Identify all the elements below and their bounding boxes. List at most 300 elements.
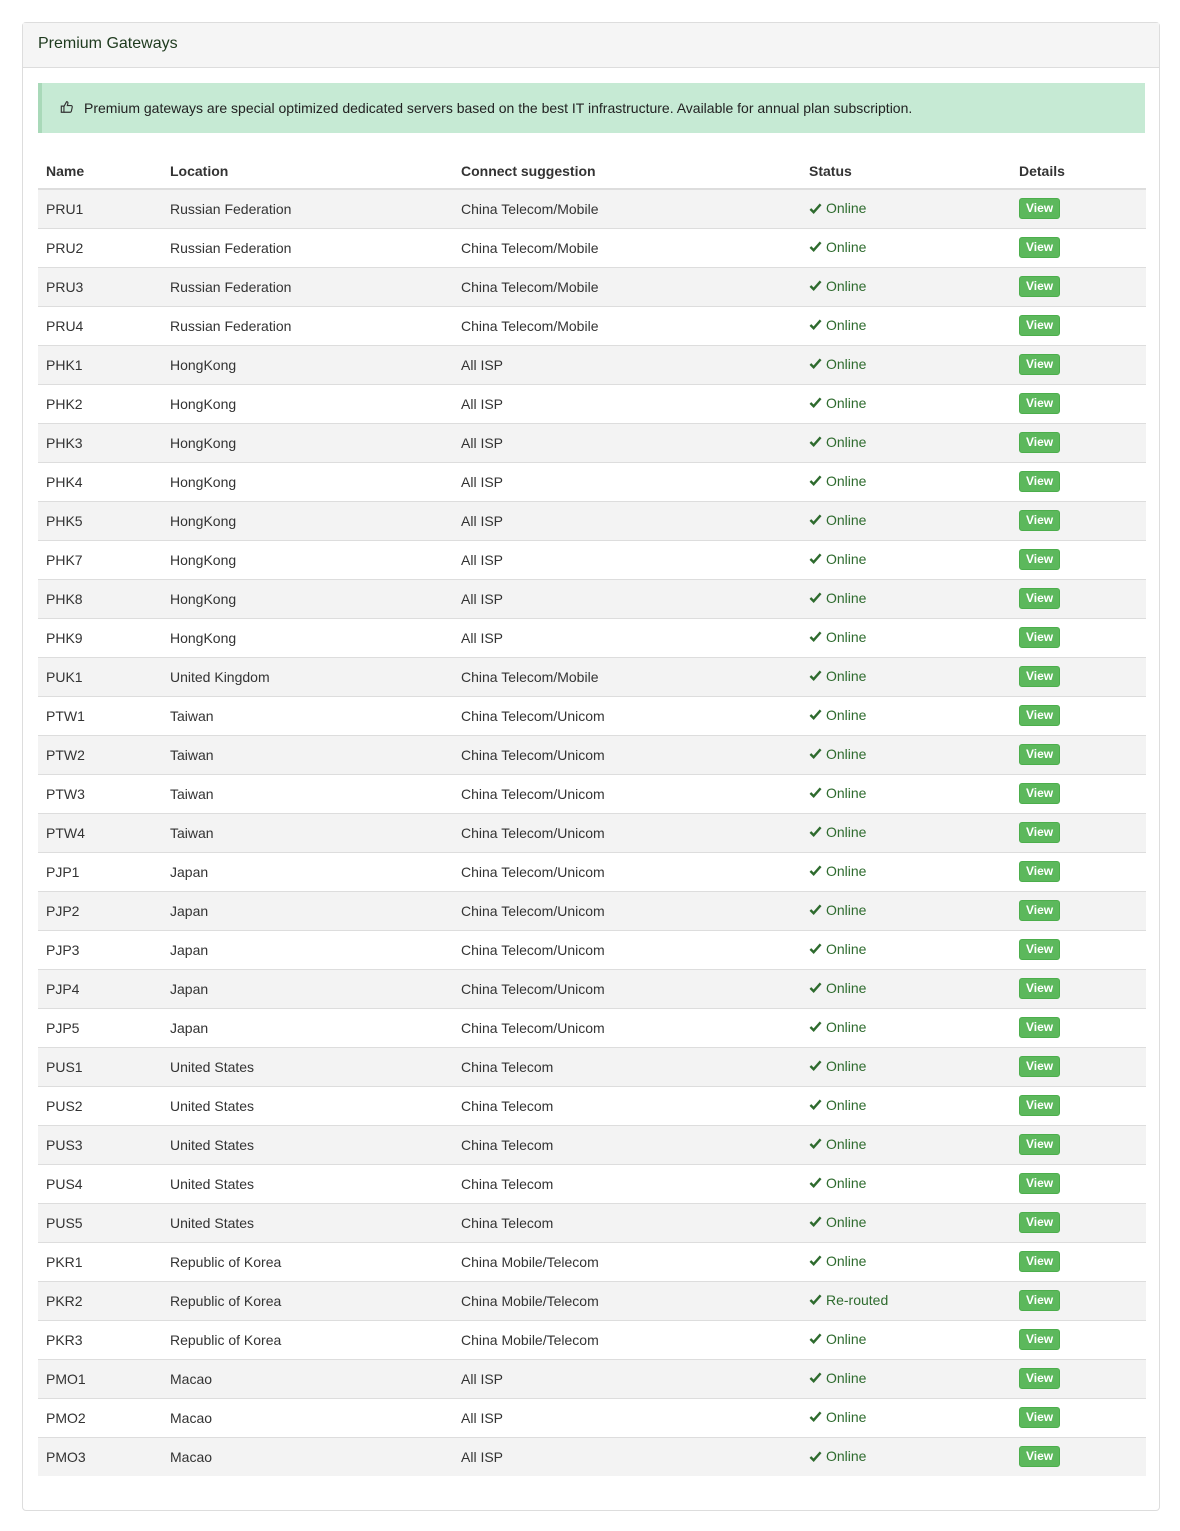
- view-button[interactable]: View: [1019, 1290, 1060, 1311]
- gateway-connect-suggestion: All ISP: [453, 384, 801, 423]
- view-button[interactable]: View: [1019, 1251, 1060, 1272]
- table-row: [38, 774, 1146, 813]
- status-badge: [809, 785, 866, 801]
- check-icon: [809, 942, 822, 955]
- table-row: [38, 1281, 1146, 1320]
- gateway-connect-suggestion: China Mobile/Telecom: [453, 1242, 801, 1281]
- status-text: Online: [826, 1213, 867, 1230]
- status-badge: [809, 1214, 866, 1230]
- gateway-name: PJP1: [38, 852, 162, 891]
- status-badge: [809, 629, 866, 645]
- view-button[interactable]: View: [1019, 783, 1060, 804]
- gateway-name: PUS2: [38, 1086, 162, 1125]
- table-row: [38, 1320, 1146, 1359]
- gateway-status-cell: [801, 1086, 1011, 1125]
- status-badge: [809, 395, 866, 411]
- check-icon: [809, 786, 822, 799]
- gateway-location: HongKong: [162, 579, 453, 618]
- gateway-details-cell: [1011, 384, 1146, 423]
- gateway-name: PTW4: [38, 813, 162, 852]
- status-badge: [809, 1136, 866, 1152]
- gateway-status-cell: [801, 501, 1011, 540]
- gateway-name: PJP3: [38, 930, 162, 969]
- gateway-connect-suggestion: China Telecom/Mobile: [453, 228, 801, 267]
- status-text: Online: [826, 823, 867, 840]
- gateway-status-cell: [801, 189, 1011, 228]
- header-name: Name: [38, 157, 162, 189]
- gateway-location: HongKong: [162, 384, 453, 423]
- status-badge: [809, 200, 866, 216]
- gateway-location: Republic of Korea: [162, 1281, 453, 1320]
- view-button[interactable]: View: [1019, 354, 1060, 375]
- gateway-status-cell: [801, 1320, 1011, 1359]
- table-row: [38, 189, 1146, 228]
- header-connect-suggestion: Connect suggestion: [453, 157, 801, 189]
- table-row: [38, 735, 1146, 774]
- status-badge: [809, 863, 866, 879]
- status-text: Online: [826, 862, 867, 879]
- status-badge: [809, 668, 866, 684]
- gateway-location: Japan: [162, 969, 453, 1008]
- view-button[interactable]: View: [1019, 432, 1060, 453]
- check-icon: [809, 1176, 822, 1189]
- view-button[interactable]: View: [1019, 666, 1060, 687]
- view-button[interactable]: View: [1019, 588, 1060, 609]
- view-button[interactable]: View: [1019, 900, 1060, 921]
- gateway-status-cell: [801, 384, 1011, 423]
- status-text: Online: [826, 433, 867, 450]
- gateway-status-cell: [801, 657, 1011, 696]
- gateway-name: PMO2: [38, 1398, 162, 1437]
- gateway-status-cell: [801, 618, 1011, 657]
- table-row: [38, 1437, 1146, 1476]
- gateway-status-cell: [801, 813, 1011, 852]
- gateway-name: PKR1: [38, 1242, 162, 1281]
- gateway-name: PTW3: [38, 774, 162, 813]
- gateway-name: PHK1: [38, 345, 162, 384]
- gateway-details-cell: [1011, 1359, 1146, 1398]
- view-button[interactable]: View: [1019, 315, 1060, 336]
- gateway-connect-suggestion: All ISP: [453, 501, 801, 540]
- table-row: [38, 462, 1146, 501]
- gateway-status-cell: [801, 969, 1011, 1008]
- gateway-location: Russian Federation: [162, 306, 453, 345]
- gateway-status-cell: [801, 1398, 1011, 1437]
- check-icon: [809, 552, 822, 565]
- gateway-details-cell: [1011, 423, 1146, 462]
- status-text: Online: [826, 1096, 867, 1113]
- gateway-status-cell: [801, 852, 1011, 891]
- table-row: [38, 969, 1146, 1008]
- view-button[interactable]: View: [1019, 1446, 1060, 1467]
- gateway-name: PKR3: [38, 1320, 162, 1359]
- gateway-details-cell: [1011, 228, 1146, 267]
- status-badge: [809, 1292, 888, 1308]
- gateway-details-cell: [1011, 696, 1146, 735]
- alert-text: Premium gateways are special optimized dedicated servers based on the best IT infrastructure. Available for annual plan subscription.: [84, 100, 913, 116]
- gateway-status-cell: [801, 423, 1011, 462]
- table-row: [38, 1008, 1146, 1047]
- gateway-details-cell: [1011, 1086, 1146, 1125]
- gateway-details-cell: [1011, 891, 1146, 930]
- table-row: [38, 1125, 1146, 1164]
- gateway-location: Japan: [162, 1008, 453, 1047]
- gateway-details-cell: [1011, 930, 1146, 969]
- gateway-status-cell: [801, 1047, 1011, 1086]
- gateway-status-cell: [801, 1203, 1011, 1242]
- gateway-location: Japan: [162, 891, 453, 930]
- status-text: Online: [826, 901, 867, 918]
- gateway-details-cell: [1011, 540, 1146, 579]
- gateway-details-cell: [1011, 1437, 1146, 1476]
- view-button[interactable]: View: [1019, 744, 1060, 765]
- view-button[interactable]: View: [1019, 1368, 1060, 1389]
- status-text: Online: [826, 589, 867, 606]
- view-button[interactable]: View: [1019, 276, 1060, 297]
- panel-body: [23, 68, 1159, 1476]
- table-row: [38, 618, 1146, 657]
- gateway-location: Russian Federation: [162, 189, 453, 228]
- status-badge: [809, 356, 866, 372]
- view-button[interactable]: View: [1019, 1407, 1060, 1428]
- view-button[interactable]: View: [1019, 1095, 1060, 1116]
- gateway-connect-suggestion: All ISP: [453, 423, 801, 462]
- gateway-connect-suggestion: China Telecom/Unicom: [453, 891, 801, 930]
- status-text: Online: [826, 238, 867, 255]
- gateway-name: PHK9: [38, 618, 162, 657]
- status-text: Online: [826, 472, 867, 489]
- gateway-details-cell: [1011, 969, 1146, 1008]
- status-badge: [809, 434, 866, 450]
- gateway-location: HongKong: [162, 423, 453, 462]
- status-badge: [809, 551, 866, 567]
- status-text: Online: [826, 316, 867, 333]
- gateway-status-cell: [801, 735, 1011, 774]
- gateway-location: Russian Federation: [162, 228, 453, 267]
- check-icon: [809, 864, 822, 877]
- gateway-details-cell: [1011, 774, 1146, 813]
- status-badge: [809, 1175, 866, 1191]
- gateways-table: [38, 157, 1146, 1476]
- check-icon: [809, 240, 822, 253]
- status-text: Online: [826, 1369, 867, 1386]
- gateway-details-cell: [1011, 267, 1146, 306]
- table-row: [38, 1164, 1146, 1203]
- status-badge: [809, 1253, 866, 1269]
- gateway-location: HongKong: [162, 501, 453, 540]
- view-button[interactable]: View: [1019, 861, 1060, 882]
- status-text: Online: [826, 1448, 867, 1464]
- gateway-status-cell: [801, 891, 1011, 930]
- view-button[interactable]: View: [1019, 1329, 1060, 1350]
- gateway-status-cell: [801, 774, 1011, 813]
- table-row: [38, 1242, 1146, 1281]
- check-icon: [809, 1137, 822, 1150]
- gateway-details-cell: [1011, 618, 1146, 657]
- gateway-location: Republic of Korea: [162, 1320, 453, 1359]
- gateway-connect-suggestion: China Telecom: [453, 1125, 801, 1164]
- gateway-details-cell: [1011, 1047, 1146, 1086]
- gateway-name: PHK2: [38, 384, 162, 423]
- gateway-connect-suggestion: All ISP: [453, 618, 801, 657]
- table-row: [38, 423, 1146, 462]
- view-button[interactable]: View: [1019, 471, 1060, 492]
- gateway-location: Macao: [162, 1398, 453, 1437]
- check-icon: [809, 708, 822, 721]
- thumbs-up-icon: [60, 100, 76, 116]
- gateway-location: United States: [162, 1203, 453, 1242]
- gateway-details-cell: [1011, 1203, 1146, 1242]
- gateway-status-cell: [801, 1281, 1011, 1320]
- gateway-location: Japan: [162, 852, 453, 891]
- view-button[interactable]: View: [1019, 822, 1060, 843]
- gateway-location: United States: [162, 1125, 453, 1164]
- table-row: [38, 1086, 1146, 1125]
- check-icon: [809, 903, 822, 916]
- gateway-details-cell: [1011, 462, 1146, 501]
- gateway-status-cell: [801, 267, 1011, 306]
- gateway-name: PJP4: [38, 969, 162, 1008]
- gateway-connect-suggestion: All ISP: [453, 1437, 801, 1476]
- gateway-details-cell: [1011, 345, 1146, 384]
- gateway-details-cell: [1011, 1398, 1146, 1437]
- table-row: [38, 657, 1146, 696]
- gateway-location: Japan: [162, 930, 453, 969]
- gateway-location: Taiwan: [162, 735, 453, 774]
- gateway-location: Taiwan: [162, 813, 453, 852]
- view-button[interactable]: View: [1019, 237, 1060, 258]
- check-icon: [809, 1450, 822, 1463]
- gateway-connect-suggestion: China Telecom/Mobile: [453, 267, 801, 306]
- status-badge: [809, 278, 866, 294]
- gateway-status-cell: [801, 345, 1011, 384]
- gateway-connect-suggestion: China Telecom: [453, 1086, 801, 1125]
- status-text: Online: [826, 1408, 867, 1425]
- status-badge: [809, 902, 866, 918]
- table-row: [38, 1047, 1146, 1086]
- gateway-name: PTW2: [38, 735, 162, 774]
- gateway-status-cell: [801, 930, 1011, 969]
- gateway-details-cell: [1011, 1320, 1146, 1359]
- gateway-location: United States: [162, 1086, 453, 1125]
- status-badge: [809, 1331, 866, 1347]
- gateway-connect-suggestion: China Telecom/Mobile: [453, 657, 801, 696]
- gateway-status-cell: [801, 696, 1011, 735]
- gateway-name: PRU4: [38, 306, 162, 345]
- panel-title: Premium Gateways: [23, 23, 1159, 68]
- check-icon: [809, 396, 822, 409]
- check-icon: [809, 747, 822, 760]
- gateway-details-cell: [1011, 501, 1146, 540]
- gateway-name: PHK4: [38, 462, 162, 501]
- status-text: Online: [826, 394, 867, 411]
- check-icon: [809, 357, 822, 370]
- table-row: [38, 501, 1146, 540]
- status-text: Online: [826, 1018, 867, 1035]
- check-icon: [809, 513, 822, 526]
- gateway-connect-suggestion: China Telecom/Unicom: [453, 1008, 801, 1047]
- gateway-name: PUS4: [38, 1164, 162, 1203]
- check-icon: [809, 591, 822, 604]
- gateway-details-cell: [1011, 306, 1146, 345]
- check-icon: [809, 630, 822, 643]
- view-button[interactable]: View: [1019, 549, 1060, 570]
- gateway-location: HongKong: [162, 618, 453, 657]
- table-row: [38, 306, 1146, 345]
- status-text: Online: [826, 1330, 867, 1347]
- check-icon: [809, 435, 822, 448]
- gateway-details-cell: [1011, 579, 1146, 618]
- status-badge: [809, 941, 866, 957]
- status-text: Online: [826, 1252, 867, 1269]
- gateway-location: United Kingdom: [162, 657, 453, 696]
- table-row: [38, 1359, 1146, 1398]
- status-badge: [809, 1448, 866, 1464]
- table-row: [38, 813, 1146, 852]
- status-text: Online: [826, 706, 867, 723]
- gateway-name: PHK3: [38, 423, 162, 462]
- gateway-name: PJP5: [38, 1008, 162, 1047]
- gateway-name: PHK8: [38, 579, 162, 618]
- view-button[interactable]: View: [1019, 510, 1060, 531]
- table-row: [38, 852, 1146, 891]
- view-button[interactable]: View: [1019, 1173, 1060, 1194]
- check-icon: [809, 1410, 822, 1423]
- check-icon: [809, 318, 822, 331]
- check-icon: [809, 1059, 822, 1072]
- table-row: [38, 696, 1146, 735]
- view-button[interactable]: View: [1019, 198, 1060, 219]
- gateway-location: Taiwan: [162, 696, 453, 735]
- table-row: [38, 930, 1146, 969]
- gateway-name: PRU3: [38, 267, 162, 306]
- status-badge: [809, 1019, 866, 1035]
- gateway-location: Russian Federation: [162, 267, 453, 306]
- gateway-name: PHK5: [38, 501, 162, 540]
- gateway-details-cell: [1011, 735, 1146, 774]
- gateway-connect-suggestion: All ISP: [453, 462, 801, 501]
- status-text: Online: [826, 784, 867, 801]
- view-button[interactable]: View: [1019, 393, 1060, 414]
- header-details: Details: [1011, 157, 1146, 189]
- gateway-status-cell: [801, 579, 1011, 618]
- status-badge: [809, 1370, 866, 1386]
- gateway-status-cell: [801, 1359, 1011, 1398]
- status-badge: [809, 512, 866, 528]
- gateway-connect-suggestion: All ISP: [453, 540, 801, 579]
- gateway-name: PMO3: [38, 1437, 162, 1476]
- gateway-connect-suggestion: China Telecom/Unicom: [453, 852, 801, 891]
- table-row: [38, 345, 1146, 384]
- check-icon: [809, 1293, 822, 1306]
- status-text: Online: [826, 355, 867, 372]
- table-body: [38, 189, 1146, 1476]
- table-row: [38, 540, 1146, 579]
- view-button[interactable]: View: [1019, 939, 1060, 960]
- gateway-connect-suggestion: All ISP: [453, 1359, 801, 1398]
- table-row: [38, 1398, 1146, 1437]
- gateway-connect-suggestion: China Telecom/Unicom: [453, 774, 801, 813]
- check-icon: [809, 669, 822, 682]
- table-row: [38, 891, 1146, 930]
- status-badge: [809, 239, 866, 255]
- status-badge: [809, 317, 866, 333]
- status-badge: [809, 746, 866, 762]
- view-button[interactable]: View: [1019, 1134, 1060, 1155]
- status-text: Online: [826, 511, 867, 528]
- view-button[interactable]: View: [1019, 978, 1060, 999]
- gateway-details-cell: [1011, 852, 1146, 891]
- gateway-status-cell: [801, 1437, 1011, 1476]
- gateway-location: HongKong: [162, 540, 453, 579]
- status-text: Online: [826, 277, 867, 294]
- check-icon: [809, 1098, 822, 1111]
- check-icon: [809, 202, 822, 215]
- gateway-details-cell: [1011, 1281, 1146, 1320]
- status-badge: [809, 1409, 866, 1425]
- check-icon: [809, 1215, 822, 1228]
- check-icon: [809, 279, 822, 292]
- gateway-name: PUS5: [38, 1203, 162, 1242]
- gateway-connect-suggestion: China Telecom/Mobile: [453, 306, 801, 345]
- gateway-name: PRU2: [38, 228, 162, 267]
- gateway-name: PUS1: [38, 1047, 162, 1086]
- gateway-status-cell: [801, 306, 1011, 345]
- table-row: [38, 384, 1146, 423]
- status-badge: [809, 707, 866, 723]
- gateway-connect-suggestion: China Mobile/Telecom: [453, 1281, 801, 1320]
- status-badge: [809, 473, 866, 489]
- table-row: [38, 267, 1146, 306]
- status-text: Online: [826, 979, 867, 996]
- view-button[interactable]: View: [1019, 1212, 1060, 1233]
- gateway-location: HongKong: [162, 345, 453, 384]
- table-row: [38, 579, 1146, 618]
- gateway-status-cell: [801, 1008, 1011, 1047]
- view-button[interactable]: View: [1019, 1056, 1060, 1077]
- gateway-connect-suggestion: China Telecom/Mobile: [453, 189, 801, 228]
- gateway-connect-suggestion: China Mobile/Telecom: [453, 1320, 801, 1359]
- gateway-name: PKR2: [38, 1281, 162, 1320]
- header-status: Status: [801, 157, 1011, 189]
- gateway-connect-suggestion: China Telecom/Unicom: [453, 813, 801, 852]
- gateway-location: Macao: [162, 1359, 453, 1398]
- info-alert: [38, 83, 1145, 133]
- gateway-connect-suggestion: China Telecom/Unicom: [453, 969, 801, 1008]
- gateway-location: United States: [162, 1047, 453, 1086]
- view-button[interactable]: View: [1019, 627, 1060, 648]
- view-button[interactable]: View: [1019, 1017, 1060, 1038]
- gateway-name: PMO1: [38, 1359, 162, 1398]
- gateway-connect-suggestion: China Telecom/Unicom: [453, 930, 801, 969]
- gateway-details-cell: [1011, 1242, 1146, 1281]
- table-row: [38, 1203, 1146, 1242]
- gateway-details-cell: [1011, 189, 1146, 228]
- gateway-status-cell: [801, 1242, 1011, 1281]
- check-icon: [809, 474, 822, 487]
- status-text: Online: [826, 200, 867, 216]
- gateway-connect-suggestion: China Telecom/Unicom: [453, 696, 801, 735]
- view-button[interactable]: View: [1019, 705, 1060, 726]
- gateway-location: Taiwan: [162, 774, 453, 813]
- gateway-location: HongKong: [162, 462, 453, 501]
- gateway-details-cell: [1011, 813, 1146, 852]
- status-text: Online: [826, 667, 867, 684]
- gateway-details-cell: [1011, 657, 1146, 696]
- check-icon: [809, 1332, 822, 1345]
- check-icon: [809, 1020, 822, 1033]
- gateway-connect-suggestion: All ISP: [453, 1398, 801, 1437]
